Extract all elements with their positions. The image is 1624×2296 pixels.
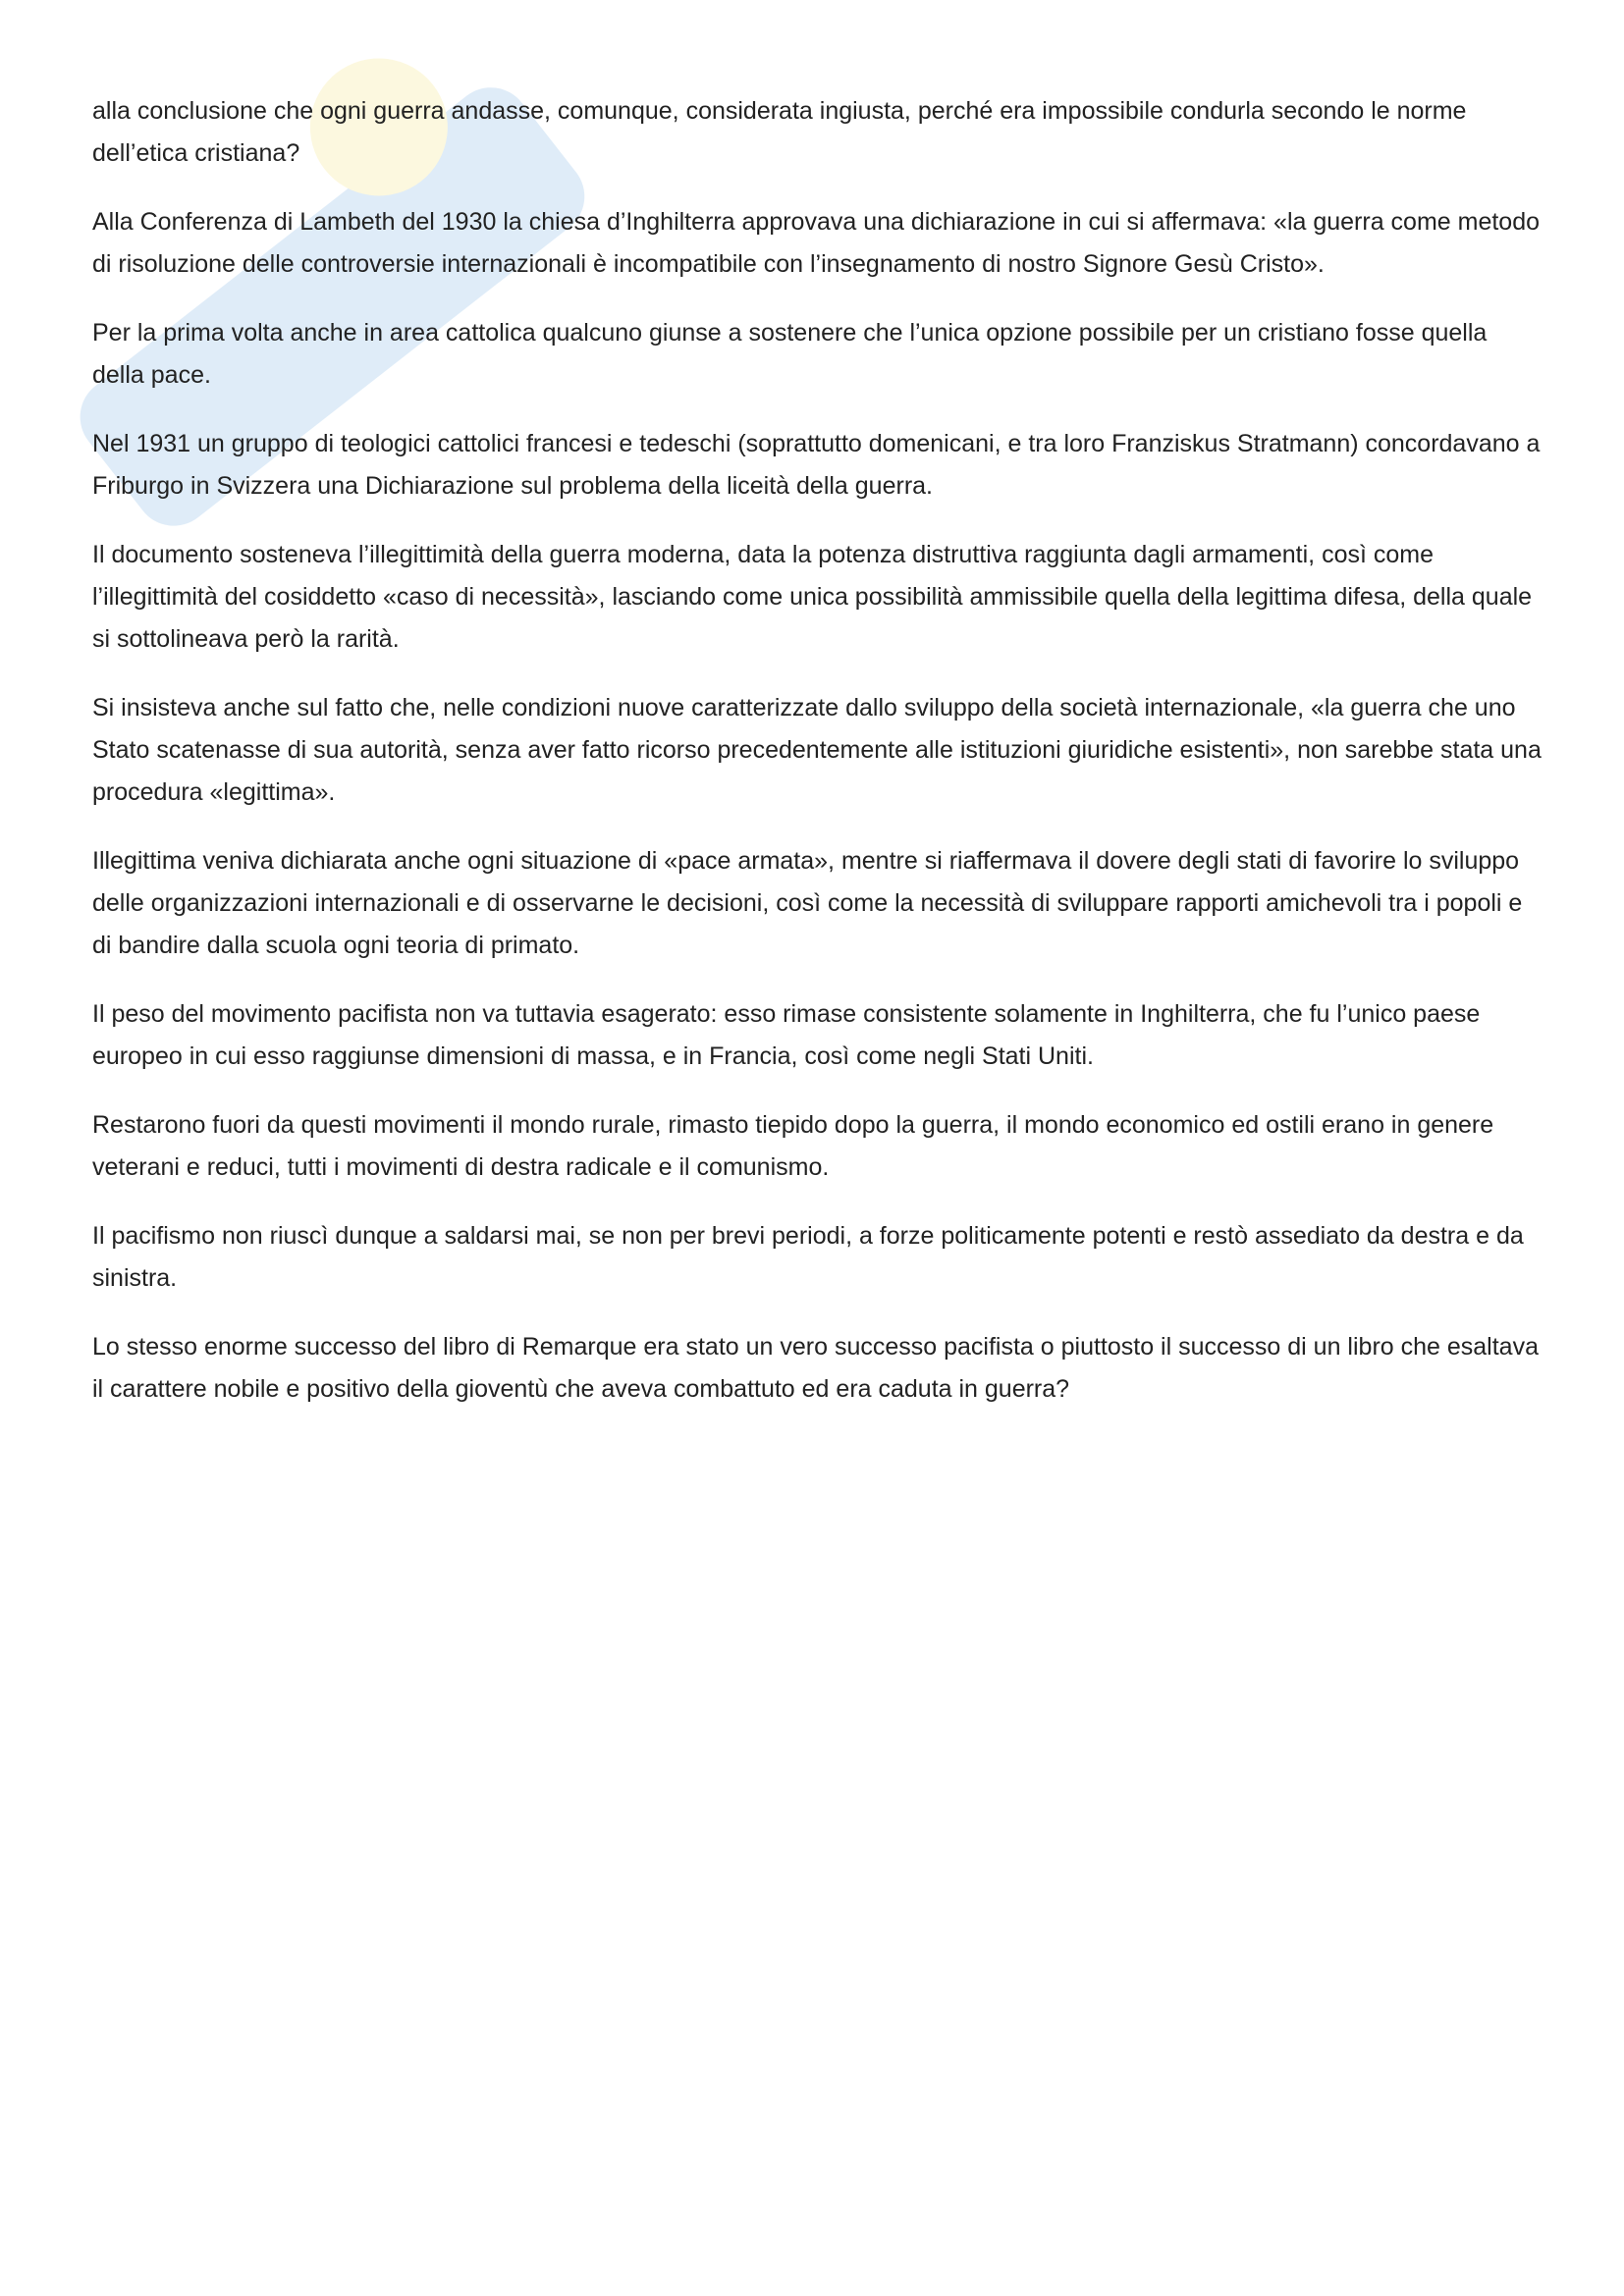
paragraph-2: Alla Conferenza di Lambeth del 1930 la chiesa d’Inghilterra approvava una dichiarazione in cui si affermava: «la guerra come metodo di risoluzione delle controversie internazionali è incompatibile con l’insegnamento di nostro Signore Gesù Cristo».	[92, 208, 1541, 278]
paragraph-10: Il pacifismo non riuscì dunque a saldarsi mai, se non per brevi periodi, a forze politicamente potenti e restò assediato da destra e da sinistra.	[92, 1222, 1524, 1292]
paragraph-8: Il peso del movimento pacifista non va tuttavia esagerato: esso rimase consistente solamente in Inghilterra, che fu l’unico paese europeo in cui esso raggiunse dimensioni di massa, e in Francia, così come negli Stati Uniti.	[92, 1000, 1481, 1070]
paragraph-1: alla conclusione che ogni guerra andasse, comunque, considerata ingiusta, perché era impossibile condurla secondo le norme dell’etica cristiana?	[92, 97, 1467, 167]
paragraph-11: Lo stesso enorme successo del libro di Remarque era stato un vero successo pacifista o piuttosto il successo di un libro che esaltava il carattere nobile e positivo della gioventù che aveva combattuto ed era caduta in guerra?	[92, 1333, 1539, 1403]
paragraph-3: Per la prima volta anche in area cattolica qualcuno giunse a sostenere che l’unica opzione possibile per un cristiano fosse quella della pace.	[92, 319, 1488, 389]
paragraph-5: Il documento sosteneva l’illegittimità della guerra moderna, data la potenza distruttiva raggiunta dagli armamenti, così come l’illegittimità del cosiddetto «caso di necessità», lasciando come unica possibilità ammissibile quella della legittima difesa, della quale si sottolineava però la rarità.	[92, 541, 1533, 653]
paragraph-9: Restarono fuori da questi movimenti il mondo rurale, rimasto tiepido dopo la guerra, il mondo economico ed ostili erano in genere veterani e reduci, tutti i movimenti di destra radicale e il comunismo.	[92, 1111, 1494, 1181]
document-body	[92, 90, 1545, 1437]
paragraph-4: Nel 1931 un gruppo di teologici cattolici francesi e tedeschi (soprattutto domenicani, e tra loro Franziskus Stratmann) concordavano a Friburgo in Svizzera una Dichiarazione sul problema della liceità della guerra.	[92, 430, 1541, 500]
paragraph-7: Illegittima veniva dichiarata anche ogni situazione di «pace armata», mentre si riaffermava il dovere degli stati di favorire lo sviluppo delle organizzazioni internazionali e di osservarne le decisioni, così come la necessità di sviluppare rapporti amichevoli tra i popoli e di bandire dalla scuola ogni teoria di primato.	[92, 847, 1523, 959]
paragraph-6: Si insisteva anche sul fatto che, nelle condizioni nuove caratterizzate dallo sviluppo della società internazionale, «la guerra che uno Stato scatenasse di sua autorità, senza aver fatto ricorso precedentemente alle istituzioni giuridiche esistenti», non sarebbe stata una procedura «legittima».	[92, 694, 1542, 806]
